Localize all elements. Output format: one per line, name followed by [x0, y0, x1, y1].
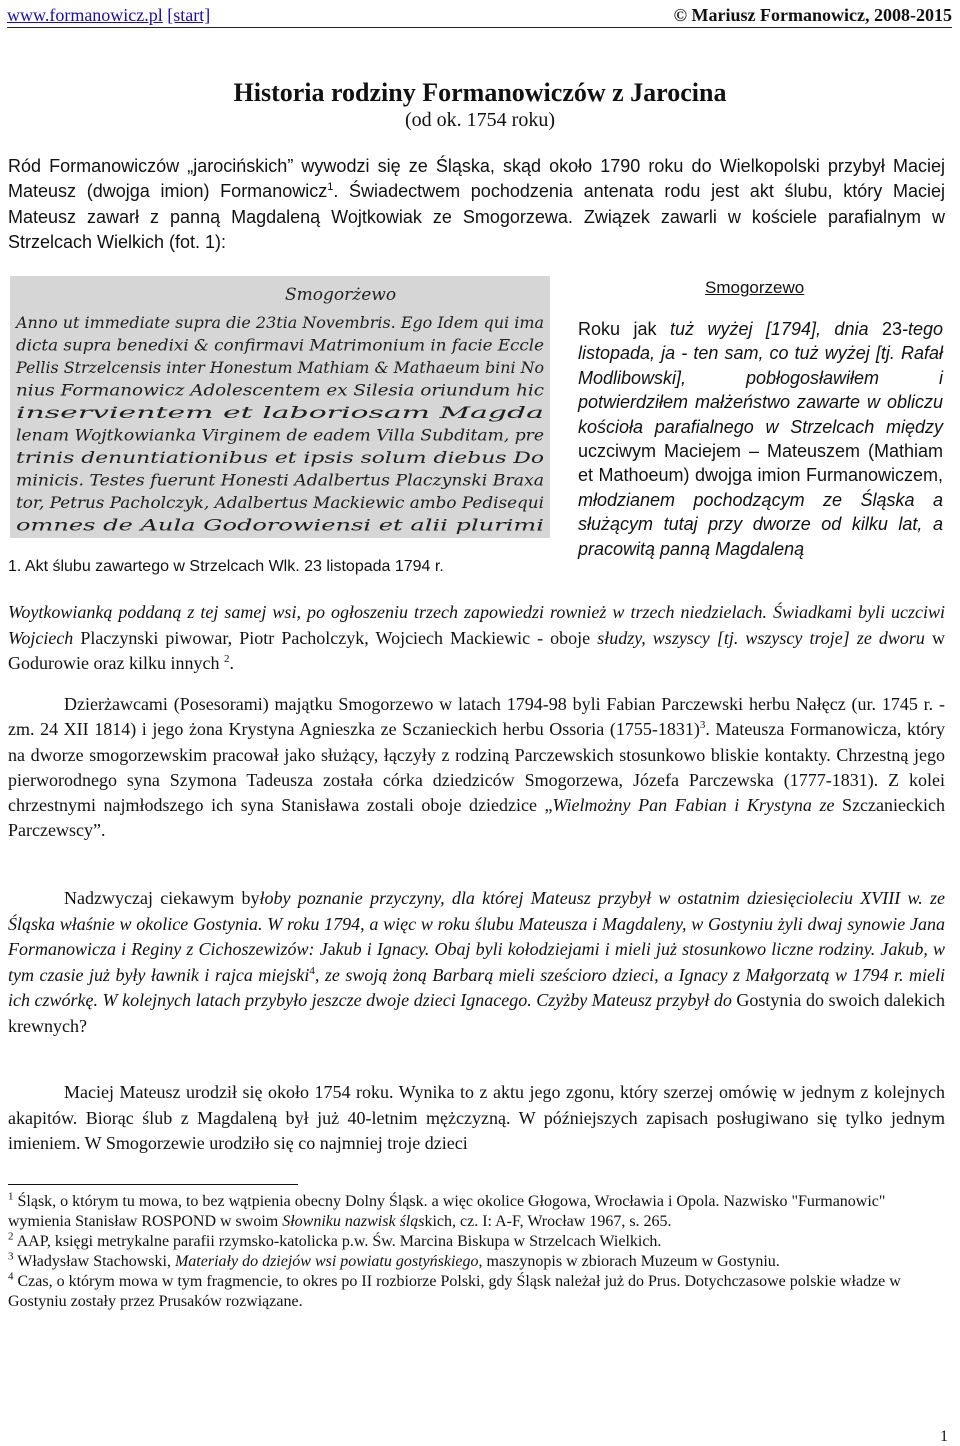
footnote-separator: [8, 1184, 298, 1185]
intro-paragraph: Ród Formanowiczów „jarocińskich” wywodzi się ze Śląska, skąd około 1790 roku do Wielkopolski przybył Maciej Mateusz (dwojga imion) Formanowicz$^1$. Świadectwem pochodzenia antenata rodu jest akt ślubu, który Maciej Mateusz zawarł z panną Magdaleną Wojtkowiak ze Smogorzewa. Związek zawarli w kościele parafialnym w Strzelcach Wielkich (fot. 1):: [8, 156, 945, 253]
script-line: omnes de Aula Godorowiensi et alii plurimi: [16, 516, 545, 535]
footnote-3: $^3$ Władysław Stachowski, Materiały do dziejów wsi powiatu gostyńskiego, maszynopis w zbiorach Muzeum w Gostyniu.: [8, 1250, 780, 1270]
script-line: inservientem et laboriosam Magda: [16, 404, 544, 422]
script-line: Anno ut immediate supra die 23tia Novembris. Ego Idem qui ima: [13, 314, 545, 332]
photo-heading: Smogorżewo: [285, 285, 397, 305]
footnote-4: $^4$ Czas, o którym mowa w tym fragmencie, to okres po II rozbiorze Polski, gdy Śląsk należał już do Prus. Dotychczasowe polskie władze w Gostyniu zostały przez Prusaków rozwiązane.: [8, 1270, 901, 1310]
translation-continuation: Woytkowianką poddaną z tej samej wsi, po ogłoszeniu trzech zapowiedzi rownież w trzech niedzielach. Świadkami byli uczciwi Wojciech Placzynski piwowar, Piotr Pacholczyk, Wojciech Mackiewic - oboje słudzy, wszyscy [tj. wszyscy troje] ze dworu w Godurowie oraz kilku innych $^2$.: [8, 602, 945, 673]
page-title: Historia rodziny Formanowiczów z Jarocina: [233, 78, 727, 107]
footnote-ref-3[interactable]: 3: [699, 719, 706, 732]
script-line: dicta supra benedixi & confirmavi Matrimonium in facie Eccle: [16, 336, 544, 355]
copyright: © Mariusz Formanowicz, 2008-2015: [673, 5, 952, 25]
page-number: 1: [940, 1428, 948, 1445]
script-line: nius Formanowicz Adolescentem ex Silesia oriundum hic: [16, 381, 545, 400]
script-line: Pellis Strzelcensis inter Honestum Mathiam & Mathaeum bini No: [14, 359, 544, 377]
footnote-2: $^2$ AAP, księgi metrykalne parafii rzymsko-katolicka p.w. Św. Marcina Biskupa w Strzelcach Wielkich.: [8, 1230, 662, 1250]
footnote-1: $^1$ Śląsk, o którym tu mowa, to bez wątpienia obecny Dolny Śląsk. a więc okolice Głogowa, Wrocławia i Opola. Nazwisko "Furmanowic" wymienia Stanisław ROSPOND w swoim Słowniku nazwisk śląskich, cz. I: A-F, Wrocław 1967, s. 265.: [8, 1190, 886, 1230]
photo-caption: 1. Akt ślubu zawartego w Strzelcach Wlk. 23 listopada 1794 r.: [8, 558, 444, 575]
script-line: minicis. Testes fuerunt Honesti Adalbertus Placzynski Braxa: [16, 471, 544, 490]
page-subtitle: (od ok. 1754 roku): [405, 109, 555, 131]
footnote-ref-1[interactable]: 1: [327, 181, 334, 194]
handwritten-record-image: [10, 276, 550, 538]
place-label: Smogorzewo: [705, 278, 805, 297]
marriage-record-photo: [10, 276, 550, 538]
footnotes: [8, 1192, 945, 1312]
footnote-ref-2[interactable]: 2: [223, 653, 230, 665]
paragraph-leaseholders: Dzierżawcami (Posesorami) majątku Smogorzewo w latach 1794-98 byli Fabian Parczewski herbu Nałęcz (ur. 1745 r. - zm. 24 XII 1814) i jego żona Krystyna Agnieszka ze Sczanieckich herbu Ossoria (1755-1831)$^3$. Mateusza Formanowicza, który na dworze smogorzewskim pracował jako służący, łączyły z rodziną Parczewskich stosunkowo bliskie kontakty. Chrzestną jego pierworodnego syna Szymona Tadeusza została córka dziedziców Smogorzewa, Józefa Parczewska (1777-1831). Z kolei chrzestnymi najmłodszego ich syna Stanisława zostali oboje dziedzice „Wielmożny Pan Fabian i Krystyna ze Szczanieckich Parczewscy”.: [8, 694, 945, 841]
footnote-ref-4[interactable]: 4: [309, 964, 315, 977]
paragraph-birth: Maciej Mateusz urodził się około 1754 roku. Wynika to z aktu jego zgonu, który szerzej omówię w jednym z kolejnych akapitów. Biorąc ślub z Magdaleną był już 40-letnim mężczyzną. W późniejszych zapisach posługiwano się tylko jednym imieniem. W Smogorzewie urodziło się co najmniej troje dzieci: [8, 1082, 945, 1154]
script-line: tor, Petrus Pacholczyk, Adalbertus Mackiewic ambo Pedisequi: [16, 494, 545, 512]
script-line: trinis denuntiationibus et ipsis solum diebus Do: [16, 449, 544, 467]
start-link[interactable]: [start]: [167, 5, 211, 25]
page-header: [7, 3, 952, 28]
paragraph-migration: Nadzwyczaj ciekawym byłoby poznanie przyczyny, dla której Mateusz przybył w ostatnim dziesięcioleciu XVIII w. ze Śląska właśnie w okolice Gostynia. W roku 1794, a więc w roku ślubu Mateusza i Magdaleny, w Gostyniu żyli dwaj synowie Jana Formanowicza i Reginy z Cichoszewizów: Jakub i Ignacy. Obaj byli kołodziejami i mieli już stosunkowo liczne rodziny. Jakub, w tym czasie już były ławnik i rajca miejski$^4$, ze swoją żoną Barbarą mieli sześcioro dzieci, a Ignacy z Małgorzatą w 1794 r. mieli ich czwórkę. W kolejnych latach przybyło jeszcze dwoje dzieci Ignacego. Czyżby Mateusz przybył do Gostynia do swoich dalekich krewnych?: [8, 888, 945, 1036]
script-line: lenam Wojtkowianka Virginem de eadem Villa Subditam, pre: [16, 426, 544, 445]
site-link[interactable]: www.formanowicz.pl: [7, 5, 163, 25]
translation-text: Roku jak tuż wyżej [1794], dnia 23-tego listopada, ja - ten sam, co tuż wyżej [tj. Rafał Modlibowski], pobłogosławiłem i potwierdziłem małżeństwo zawarte w obliczu kościoła parafialnego w Strzelcach między uczciwym Maciejem – Mateuszem (Mathiam et Mathoeum) dwojga imion Furmanowiczem, młodzianem pochodzącym ze Śląska a służącym tutaj przy dworze od kilku lat, a pracowitą panną Magdaleną: [578, 319, 943, 559]
